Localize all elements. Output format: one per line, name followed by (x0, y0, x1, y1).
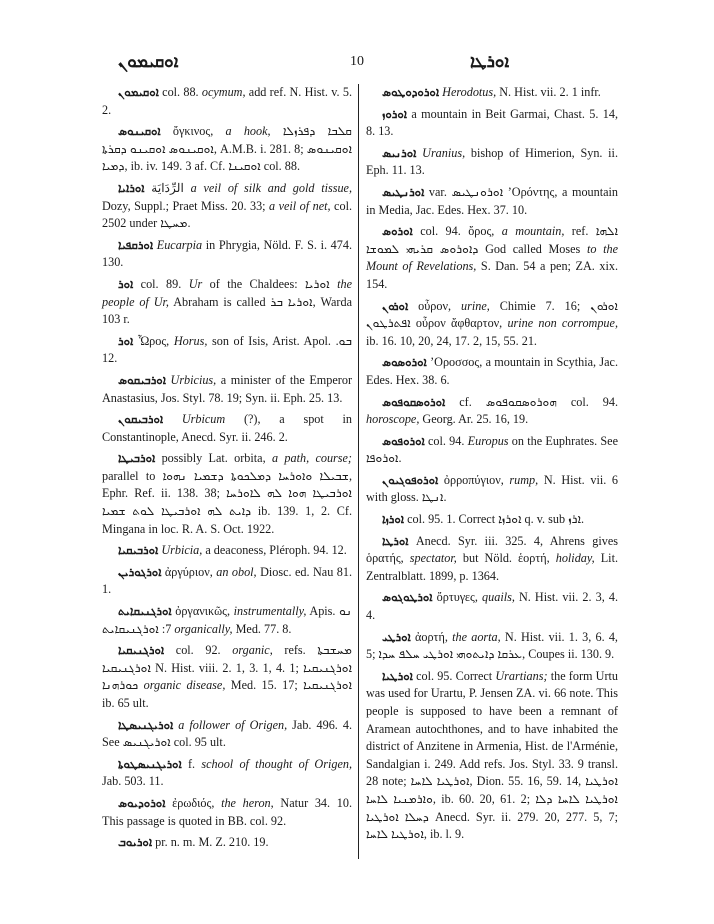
headword: ܐܘܪܐܝܐ (118, 180, 145, 195)
italic-gloss: an obol, (216, 564, 257, 579)
entry-text: Jab. 503. 11. (102, 774, 164, 789)
page-number: 10 (350, 54, 364, 69)
dictionary-entry (366, 629, 618, 664)
headword: ܐܘܪܘܦܘܓܝܘܢ (382, 472, 439, 487)
headword: ܐܘܩܝܢܘܣ (118, 124, 161, 139)
entry-text: ἀργύριον, (161, 564, 217, 579)
left-running-head: ܐܘܩܝܡܘܢ (118, 52, 179, 71)
headword: ܐܘܪܘܣ (382, 224, 413, 239)
italic-gloss: Uranius, (422, 145, 466, 160)
entry-text: Chimie 7. 16; ܐܘܪܘܢ ܐܦܬܪܛܘܢ οὖρον ἄφθαρτον, (366, 298, 618, 331)
entry-text: S. Dan. 54 a pen; ZA. xix. 154. (366, 259, 618, 291)
dictionary-entry (102, 717, 352, 752)
dictionary-entry (366, 354, 618, 389)
left-column (102, 84, 352, 856)
dictionary-entry (102, 84, 352, 119)
entry-text: N. Hist. vii. 6 with gloss. ܐܢܛܐ. (366, 472, 619, 505)
headword: ܐܘܪܛܝ (382, 629, 411, 644)
running-head (0, 52, 714, 76)
entry-text: col. 89. (133, 276, 189, 291)
italic-gloss: organically, (174, 621, 233, 636)
italic-gloss: a hook, (225, 124, 271, 139)
headword: ܐܘܪܒܝܩܘܣ (118, 372, 166, 387)
italic-gloss: the heron, (221, 795, 274, 810)
entry-text: col. 94. ὄρος, (412, 224, 502, 239)
entry-text: col. 95. Correct (412, 668, 496, 683)
headword: ܐܘܪܢܛܝܣ (382, 184, 425, 199)
italic-gloss: Europus (467, 433, 509, 448)
headword: ܐܘܪܓܢܝܩܝܐ (118, 643, 165, 658)
headword: ܐܘܪܢܝܣ (382, 145, 417, 160)
dictionary-entry (102, 276, 352, 329)
italic-gloss: a mountain, (501, 224, 565, 239)
dictionary-entry (102, 834, 352, 852)
headword: ܐܘܪܒܝܩܘܢ (118, 412, 164, 427)
entry-text: ἀορτή, (410, 629, 453, 644)
dictionary-entry (102, 450, 352, 538)
headword: ܐܘܪܝܘܒ (118, 835, 153, 850)
entry-text: col. 94. (424, 433, 468, 448)
entry-text: a minister of the Emperor Anastasius, Jos. Styl. 78. 19; Syn. ii. Eph. 25. 13. (102, 372, 352, 405)
dictionary-entry (102, 333, 352, 368)
entry-text: parallel to ܫܒܝܠܐ ܘܐܘܪܚܐ ܕܡܠܟܘܬܐ ܕܫܡܝܐ ܢܗܘܐ, Ephr. Ref. ii. 138. 38; ܐܘܪܒܝܛܐ ܗܘܐ ܠܗ ܠܐܘܪܚܐ ܕܐܝܬ ܠܗ ܐܘܪܒܝܛܐ ܠܘܬ ܫܡܝܐ ib. 139. 1, 2. Cf. Mingana in loc. R. A. S. Oct. 1922. (102, 468, 353, 536)
dictionary-entry (102, 237, 352, 272)
italic-gloss: quails, (482, 590, 515, 605)
entry-text (163, 412, 182, 426)
headword: ܐܘܪܓܘܪܝܢ (118, 564, 162, 579)
entry-text: οὖρον, (408, 298, 461, 313)
italic-gloss: Herodotus, (442, 85, 497, 99)
italic-gloss: urine non corrompue, (507, 316, 618, 331)
italic-gloss: rump, (509, 472, 539, 487)
italic-gloss: horoscope, (366, 412, 420, 427)
entry-text: col. 92. (164, 643, 233, 658)
dictionary-entry (366, 533, 618, 586)
italic-gloss: Urbicia, (161, 543, 203, 558)
entry-text: f. (181, 756, 202, 771)
italic-gloss: Ur (188, 276, 203, 291)
italic-gloss: organic disease, (143, 678, 226, 693)
italic-gloss: instrumentally, (233, 604, 307, 619)
entry-text: on the Euphrates. See ܐܘܪܘܦܐ. (366, 433, 619, 466)
dictionary-entry (366, 589, 618, 624)
dictionary-entry (366, 223, 618, 293)
italic-gloss: Urbicum (181, 412, 226, 427)
italic-gloss: ocymum, (201, 85, 246, 99)
headword: ܐܘܪܘܢ (382, 298, 409, 313)
headword: ܐܘܪܙܐ (382, 512, 405, 527)
entry-text: ὄρτυγες, (432, 590, 483, 605)
entry-text: ib. 16. 10, 20, 24, 17. 2, 15, 55. 21. (366, 333, 537, 348)
dictionary-entry (102, 795, 352, 830)
entry-text: ἐρωδιός, (165, 795, 222, 810)
entry-text: ὄγκινος, (160, 124, 226, 139)
entry-text: a deaconess, Pléroph. 94. 12. (202, 543, 347, 558)
entry-text: Med. 77. 8. (232, 621, 292, 636)
entry-text: ὀρροπύγιον, (438, 472, 510, 487)
entry-text: col. 2502 under ܡܚܛܐ. (102, 198, 352, 231)
headword: ܐܘܪܘܕܝܘܣ (118, 795, 166, 810)
entry-text: Natur 34. 10. This passage is quoted in BB. col. 92. (102, 795, 353, 828)
entry-text: الرِّدَايَة (144, 180, 191, 195)
dictionary-entry (366, 145, 618, 180)
entry-text: Georg. Ar. 25. 16, 19. (419, 412, 529, 427)
dictionary-entry (366, 106, 618, 141)
headword: ܐܘܪܝܓܢܝܣܛܐ (118, 717, 174, 732)
italic-gloss: school of thought of Origen, (201, 756, 352, 771)
dictionary-entry (102, 756, 352, 791)
headword: ܐܘܪܝܓܢܝܣܛܘܬܐ (118, 756, 182, 771)
headword: ܐܘܪܛܝܐ (382, 668, 413, 683)
italic-gloss: the aorta, (452, 629, 501, 644)
headword: ܐܘܪܩܦܝܐ (118, 237, 154, 252)
entry-text: Apis. ܢܘ 7: ܐܘܪܓܢܝܩܐܝܬ (102, 604, 352, 636)
italic-gloss: spectator, (409, 551, 457, 566)
headword: ܐܘܪ (118, 333, 134, 348)
dictionary-entry (102, 603, 352, 638)
right-column (366, 84, 618, 848)
italic-gloss: Urbicius, (170, 372, 217, 387)
entry-text: Jab. 496. 4. See ܐܘܪܝܓܢܝܣ col. 95 ult. (102, 717, 352, 750)
italic-gloss: a veil of silk and gold tissue, (190, 180, 353, 195)
entry-text: a mountain in Beit Garmai, Chast. 5. 14, 8. 13. (366, 106, 618, 139)
dictionary-entry (366, 668, 618, 844)
italic-gloss: a veil of net, (269, 198, 331, 213)
dictionary-entry (102, 564, 352, 599)
column-divider (358, 84, 359, 859)
italic-gloss: Horus, (173, 333, 208, 348)
entry-text: N. Hist. vii. 1. 3, 6. 4, 5; ܥܪܩܐ ܕܐܝܬܘܗܝ ܐܘܪܛܝ ܚܠܦ ܚܕܐ, Coupes ii. 130. 9. (366, 629, 618, 662)
entry-text: of the Chaldees: ܐܘܪܝܐ (202, 276, 338, 291)
dictionary-entry (366, 184, 618, 219)
dictionary-entry (366, 433, 618, 468)
headword: ܐܘܪܛܘܓܘܣ (382, 590, 433, 605)
dictionary-entry (102, 372, 352, 407)
entry-text: Dozy, Suppl.; Praet Miss. 20. 33; (102, 198, 270, 213)
headword: ܐܘܪܘܣܘܣ (382, 355, 427, 370)
dictionary-entry (102, 542, 352, 560)
headword: ܐܘܪܘܣܩܘܦܘܣ (382, 394, 446, 409)
entry-text: col. 88. (158, 85, 202, 99)
entry-text: but Nöld. ἑορτή, (456, 551, 556, 566)
italic-gloss: Eucarpia (156, 237, 203, 252)
headword: ܐܘܩܝܡܘܢ (118, 85, 159, 99)
headword: ܐܘܪܓܢܝܩܐܝܬ (118, 604, 172, 619)
dictionary-entry (366, 298, 618, 351)
headword: ܐܘܪܛܐ (382, 533, 409, 548)
entry-text: Abraham is called ܐܘܪܝܐ ܒܪ, Warda 103 r. (102, 294, 352, 327)
entry-text: ref. ܐܠܗܐ ܕܐܘܪܘܣ ܩܪܝܗܝ ܠܡܘܫܐ God called Moses (366, 224, 618, 256)
italic-gloss: Urartians; (495, 668, 548, 683)
italic-gloss: the people of Ur, (102, 276, 352, 309)
dictionary-entry (366, 84, 618, 102)
entry-text: bishop of Himerion, Syn. ii. Eph. 11. 13. (366, 145, 618, 178)
entry-text: in Phrygia, Nöld. F. S. i. 474. 130. (102, 237, 353, 270)
entry-text: add ref. N. Hist. v. 5. 2. (102, 85, 353, 117)
italic-gloss: to the Mount of Revelations, (366, 241, 618, 274)
italic-gloss: organic, (232, 643, 273, 658)
entry-text: N. Hist. vii. 2. 1 infr. (496, 85, 601, 99)
entry-text: (?), a spot in Constantinople, Anecd. Syr. ii. 246. 2. (102, 412, 353, 444)
headword: ܐܘܪܘܕܘܛܘܣ (382, 85, 440, 99)
entry-text: pr. n. m. M. Z. 210. 19. (152, 835, 269, 850)
headword: ܐܘܪܘܦܘܣ (382, 433, 425, 448)
dictionary-entry (102, 123, 352, 176)
italic-gloss: holiday, (555, 551, 595, 566)
dictionary-entry (102, 411, 352, 446)
entry-text: possibly Lat. orbita, (155, 451, 272, 466)
entry-text: ܩܠܒܐ ܕܦܪܙܠܐ ܐܘܩܝܢܘܣ ܐܘܩܝܢܘ ܕܩܪܬܐ, A.M.B. i. 281. 8; ܐܘܩܝܢܘܣ ܕܡܝܐ, ib. iv. 149. 3 af. Cf. (102, 124, 352, 174)
italic-gloss: a follower of Origen, (178, 717, 288, 732)
right-running-head: ܐܘܪܛܐ (470, 52, 510, 71)
entry-text: Ὧρος, (133, 333, 174, 348)
entry-text: refs. ܡܚܫܒܬܐ ܐܘܪܓܢܝܩܝܐ N. Hist. viii. 2. 1, 3. 1, 4. 1; ܐܘܪܓܢܝܩܝܐ ܟܘܪܗܢܐ (102, 643, 352, 693)
italic-gloss: a path, course; (271, 451, 352, 466)
dictionary-entry (366, 472, 618, 507)
headword: ܐܘܪ (118, 276, 134, 291)
entry-text: the form Urtu was used for Urartu, P. Jensen ZA. vi. 66 note. This people is supposed to have been a remnant of Aramean autochthones, and to have inhabited the district of Anzitene in Armenia, Hist. de l'Arménie, Sandalgian i. 249. Add refs. Jos. Styl. 33. 9 transl. 28 note; ܐܘܪܛܝܐ ܠܐܚܐ, Dion. 55. 16, 59. 14, ܐܘܪܛܝܐ ܘܐܪܡܢܝܐ ܠܐܚܐ, ib. 60. 20, 61. 2; ܐܘܪܛܝܐ ܠܐܚܐ ܕܠܐ ܕܚܠܐ ܐܘܪܛܝܐ Anecd. Syr. ii. 279. 20, 277. 5, 7; ܐܘܪܛܝܐ ܠܐܚܐ, ib. l. 9. (366, 668, 619, 842)
dictionary-entry (366, 394, 618, 429)
entry-text: Diosc. ed. Nau 81. 1. (102, 564, 352, 597)
headword: ܐܘܪܘܙ (382, 106, 407, 121)
dictionary-entry (102, 180, 352, 233)
entry-text: col. 95. 1. Correct ܐܘܪܙܐ q. v. sub ܐܪܙ. (404, 512, 585, 527)
entry-text: N. Hist. vii. 2. 3, 4. 4. (366, 590, 619, 623)
entry-text: var. ܐܘܪܘܢܛܝܣ ʼΟρόντης, a mountain in Media, Jac. Edes. Hex. 37. 10. (366, 184, 619, 217)
entry-text: Med. 15. 17; ܐܘܪܓܢܝܩܝܐ ib. 65 ult. (102, 678, 352, 710)
entry-text: cf. ܗܘܪܘܣܩܘܦܘܣ col. 94. (445, 394, 619, 409)
entry-text: son of Isis, Arist. Apol. ܒܘ. 12. (102, 333, 352, 366)
entry-text: Anecd. Syr. iii. 325. 4, Ahrens gives ὁρατής, (366, 533, 618, 566)
dictionary-entry (366, 511, 618, 529)
entry-text: ܐܘܩܝܢܐ col. 88. (228, 159, 301, 174)
entry-text: ὀργανικῶς, (171, 604, 234, 619)
dictionary-entry (102, 642, 352, 712)
entry-text: Lit. Zentralblatt. 1899, p. 1364. (366, 551, 619, 583)
headword: ܐܘܪܒܝܛܐ (118, 451, 156, 466)
entry-text: ʼΟροσσος, a mountain in Scythia, Jac. Edes. Hex. 38. 6. (366, 355, 618, 387)
headword: ܐܘܪܒܝܩܝܐ (118, 543, 159, 558)
italic-gloss: urine, (461, 298, 490, 313)
